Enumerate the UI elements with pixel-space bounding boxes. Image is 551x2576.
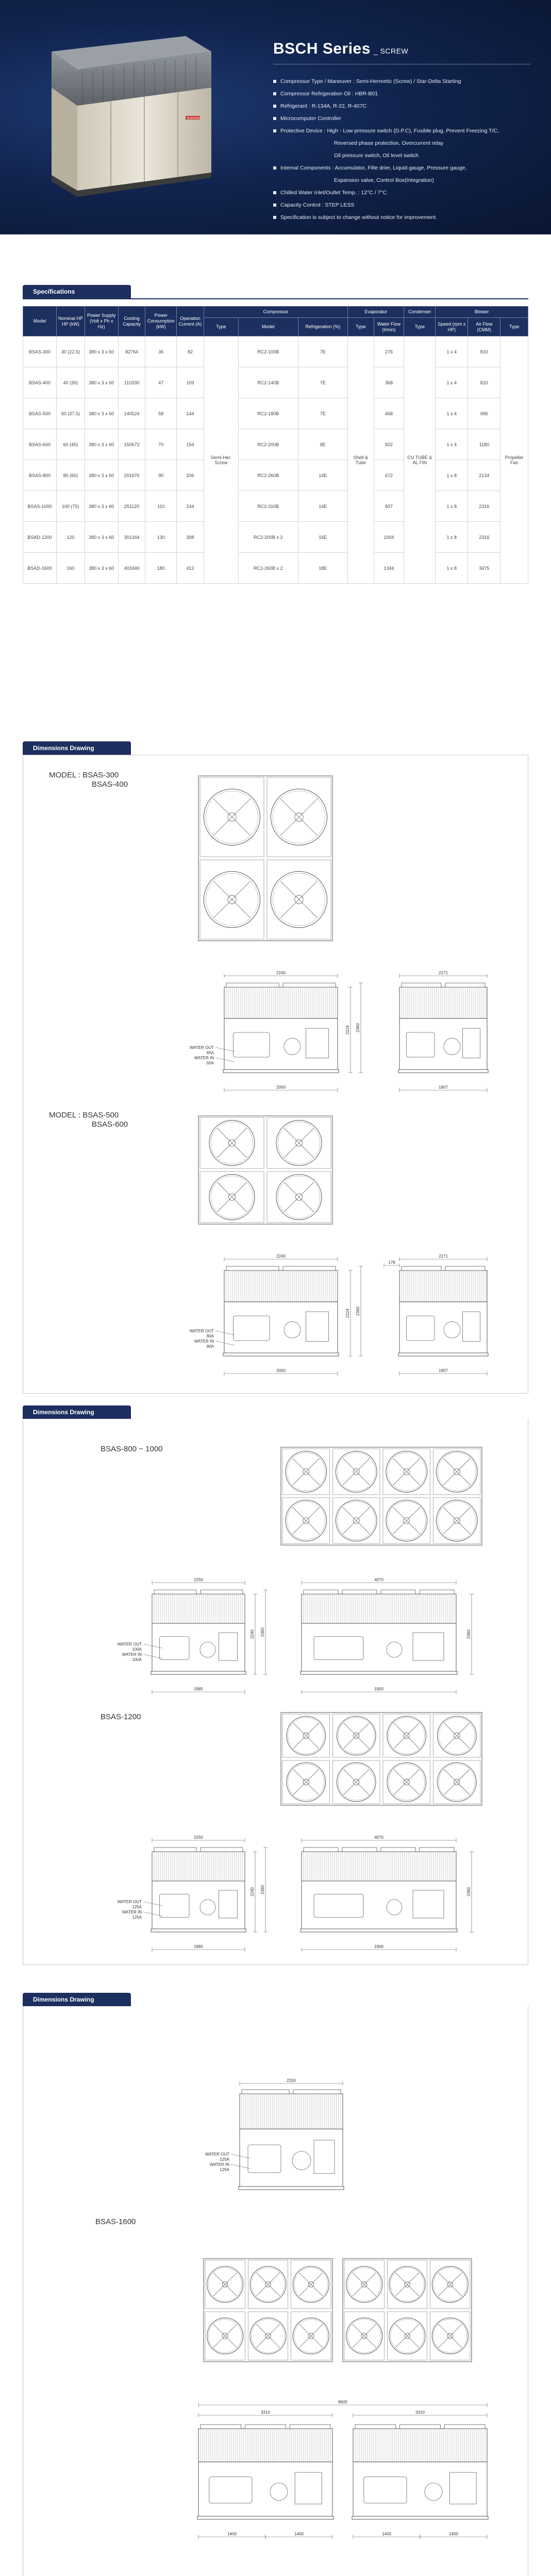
cell-comp-model: RC2-100B <box>239 336 298 367</box>
cell-current: 244 <box>177 491 204 522</box>
cell-comp-model: RC2-140B <box>239 367 298 398</box>
cell-refrig: 16E <box>298 522 348 553</box>
th-cond-type: Type <box>404 318 436 336</box>
coil-section <box>399 1270 487 1302</box>
coil-section <box>224 987 338 1019</box>
water-out-size: 100A <box>132 1647 142 1652</box>
water-out-size: 125A <box>220 2157 229 2162</box>
cell-refrig: 14E <box>298 491 348 522</box>
feature-item-cont: Reversed phase protection, Overcurrent relay <box>334 140 444 146</box>
cell-rpm: 1 x 4 <box>436 398 468 429</box>
table-row <box>23 553 528 584</box>
coil-section <box>399 987 487 1019</box>
model-label-800: BSAS-800 ~ 1000 <box>101 1445 163 1453</box>
dimension-label: 2224 <box>345 1309 350 1318</box>
cell-current: 109 <box>177 367 204 398</box>
cell-consumption: 58 <box>145 398 177 429</box>
cell-power: 380 x 3 x 60 <box>85 553 118 584</box>
cell-water-flow: 1004 <box>374 522 404 553</box>
cell-refrig: 7E <box>298 336 348 367</box>
cell-hp: 160 <box>57 553 85 584</box>
machine-section <box>152 1881 245 1929</box>
base-frame <box>352 2516 488 2519</box>
dimension-label: 2240 <box>250 1630 255 1639</box>
cell-air: 2316 <box>468 522 500 553</box>
fan-deck-outline <box>343 2259 472 2362</box>
model-label-600: BSAS-600 <box>92 1120 128 1129</box>
cell-air: 810 <box>468 336 500 367</box>
fan-deck-outline <box>281 1713 482 1805</box>
fan-guard <box>381 1590 415 1594</box>
top-view-drawing-1600 <box>198 2253 477 2377</box>
table-row <box>23 491 528 522</box>
fan-guard <box>304 1590 338 1594</box>
fan-guard <box>201 1848 243 1852</box>
feature-item: Refrigerant : R-134A, R-22, R-407C <box>273 100 531 112</box>
cell-current: 154 <box>177 429 204 460</box>
dimension-label: 2360 <box>356 1023 360 1032</box>
dimension-label: 4070 <box>374 1578 383 1582</box>
th-cooling: Cooling Capacity <box>118 307 145 336</box>
cell-model: BSAS-300 <box>23 336 57 367</box>
top-view-drawing-1200 <box>276 1707 487 1810</box>
base-frame <box>197 2516 333 2519</box>
page-title: BSCH Series _ SCREW <box>273 40 409 57</box>
fan-guard <box>290 2425 330 2429</box>
cell-comp-model: RC2-310B <box>239 491 298 522</box>
coil-section <box>302 1852 456 1881</box>
water-in-label: WATER IN <box>122 1652 142 1657</box>
feature-item: Compressor Type / Maneuver : Semi-Hermetic (Screw) / Star-Delta Starting <box>273 75 531 88</box>
cell-model: BSAS-600 <box>23 429 57 460</box>
th-current: Operation Current (A) <box>177 307 204 336</box>
water-out-label: WATER OUT <box>117 1900 142 1904</box>
fan-guard <box>444 2425 485 2429</box>
cell-power: 380 x 3 x 60 <box>85 429 118 460</box>
fan-guard <box>402 983 441 987</box>
dimension-label: 1400 <box>227 2532 237 2536</box>
cell-cond-type: CU TUBE & AL FIN <box>404 336 436 584</box>
cell-consumption: 47 <box>145 367 177 398</box>
cell-current: 144 <box>177 398 204 429</box>
dimension-label: 1907 <box>439 1368 448 1373</box>
chiller-unit-photo <box>31 21 227 211</box>
table-row <box>23 398 528 429</box>
table-row <box>23 460 528 491</box>
cell-air: 3475 <box>468 553 500 584</box>
cell-consumption: 70 <box>145 429 177 460</box>
cell-air: 1180 <box>468 429 500 460</box>
th-rpm: Speed (rpm x HP) <box>436 318 468 336</box>
machine-section <box>353 2462 487 2516</box>
cell-evap-type: Shell & Tube <box>348 336 374 584</box>
dimension-label: 178 <box>388 1260 395 1265</box>
feature-item: Specification is subject to change without notice for improvement. <box>273 211 531 224</box>
cell-blower-type: Propeller Fan <box>500 336 528 584</box>
dimension-label: 2224 <box>345 1025 350 1035</box>
fan-guard <box>201 1590 243 1594</box>
base-frame <box>151 1671 246 1674</box>
feature-item: Compressor Refrigeration Oil : HBR-B01 <box>273 88 531 100</box>
cell-rpm: 1 x 4 <box>436 429 468 460</box>
fan-guard <box>445 983 485 987</box>
fan-deck-outline <box>204 2259 332 2362</box>
water-in-label: WATER IN <box>122 1910 142 1914</box>
fan-guard <box>420 1848 454 1852</box>
machine-section <box>224 1302 338 1353</box>
fan-deck-outline <box>198 776 332 941</box>
cell-hp: 60 (45) <box>57 429 85 460</box>
machine-section <box>302 1623 456 1671</box>
cell-refrig: 7E <box>298 367 348 398</box>
cell-rpm: 1 x 8 <box>436 460 468 491</box>
machine-section <box>399 1302 487 1353</box>
fan-guard <box>283 983 336 987</box>
fan-guard <box>242 2090 289 2094</box>
fan-guard <box>154 1848 196 1852</box>
front-side-drawing-500 <box>157 1245 528 1389</box>
cell-model: BSAD-1600 <box>23 553 57 584</box>
fan-guard <box>420 1590 454 1594</box>
dimension-label: 1400 <box>449 2532 458 2536</box>
front-side-drawing-300 <box>157 961 528 1106</box>
cell-refrig: 8E <box>298 429 348 460</box>
fan-guard <box>381 1848 415 1852</box>
dimension-label: 2250 <box>287 2078 296 2083</box>
fan-guard <box>342 1848 377 1852</box>
base-frame <box>398 1353 488 1356</box>
dimension-label: 2271 <box>439 1254 448 1259</box>
feature-item: Protective Device : High - Low pressure switch (D.P.C), Fusible plug, Prevent Freezing T/C, <box>273 125 531 137</box>
cell-current: 412 <box>177 553 204 584</box>
table-row <box>23 429 528 460</box>
cell-comp-type: Semi-Her. Screw <box>204 336 238 584</box>
fan-guard <box>283 1266 336 1270</box>
th-comp-model: Model <box>239 318 298 336</box>
dimension-label: 2250 <box>194 1578 203 1582</box>
th-hp: Nominal HP HP (kW) <box>57 307 85 336</box>
fan-guard <box>402 1266 441 1270</box>
cell-model: BSAS-500 <box>23 398 57 429</box>
machine-section <box>224 1019 338 1070</box>
base-frame <box>300 1671 457 1674</box>
fan-deck-outline <box>198 1116 332 1224</box>
base-frame <box>300 1929 457 1932</box>
machine-section <box>198 2462 332 2516</box>
cell-hp: 100 (75) <box>57 491 85 522</box>
base-frame <box>223 1070 339 1073</box>
dimension-label: 2240 <box>250 1887 255 1896</box>
cell-water-flow: 468 <box>374 398 404 429</box>
cell-refrig: 7E <box>298 398 348 429</box>
cell-water-flow: 672 <box>374 460 404 491</box>
table-row <box>23 367 528 398</box>
water-in-size: 125A <box>132 1915 142 1920</box>
th-refrig: Refrigeration (%) <box>298 318 348 336</box>
top-view-drawing-300 <box>193 771 338 946</box>
fan-deck-outline <box>281 1447 482 1545</box>
feature-item-cont: Expansion valve, Control Box(Integration) <box>334 177 434 183</box>
top-view-drawing-500 <box>193 1111 338 1229</box>
water-out-label: WATER OUT <box>189 1045 214 1050</box>
cell-rpm: 1 x 8 <box>436 522 468 553</box>
water-out-label: WATER OUT <box>117 1642 142 1647</box>
cell-air: 995 <box>468 398 500 429</box>
product-page: BUMYANG BSCH Series _ SCREW Compressor Type / Maneuver : Semi-Hermetic (Screw) / Star-Delta Starting Compressor Refrigeration Oil : HBR-B01 Refrigerant : R-134A, R-22, R-407C Microcomputer Controller Protective Device : High - Low pressure switch (D.P.C), Fusible plug, Prevent Freezing T/C, Reversed phase protection, Overcurrent relay Oil pressure switch, Oil level switch Internal Components : Accumulator, Filte drier, Liquid gauge, Pressure gauge, Expansion valve, Control Box(Integration) Chilled Water Inlet/Outlet Temp. : 12°C / 7°C Capacity Control : STEP LESS Specification is subject to change without notice for improvement. Specifications Model Nominal HP HP (kW) Power Supply (Volt x Ph x Hz) Cooling Capacity Power Consumption (kW) Operation Current (A) Compressor Evaporator Condenser Blower Type Model Refrigeration (%) Type Water Flow (ℓ/min) Type Speed (rpm x HP) Air Flow (CMM) Type BSAS-300 30 (22.5) 380 x 3 x 60 82764 36 82 Semi-Her. Screw RC2-100B 7E Shell & Tube 276 CU TUBE & AL FIN 1 x 4 810 Propeller Fan BSAS-400 40 (30) 380 x 3 x 60 110330 47 109 RC2-140B 7E 368 1 x 4 810 BSAS-500 50 (37.5) 380 x 3 x 60 140524 58 144 RC2-180B 7E 468 1 x 4 995 BSAS-600 60 (45) 380 x 3 x 60 150672 70 154 RC2-200B 8E 502 1 x 4 1180 BSAS-800 80 (60) 380 x 3 x 60 201670 90 206 RC2-260B 14E 672 1 x 8 2134 BSAS-1000 100 (75) 380 x 3 x 60 251120 110 244 RC2-310B 14E 837 1 x 8 2316 BSAD-1200 120 380 x 3 x 60 301344 130 308 RC2-200B x 2 16E 1004 1 x 8 2316 BSAD-1600 160 380 x 3 x 60 403340 180 412 RC2-260B x 2 18E 1344 1 x 8 3475 Dimensions Drawing MODEL : BSAS-300 BSAS-400 2240 2000 2224 2360 WATER OUT 65A WATER IN 65A 2271 1907 MODEL : BSAS-500 BSAS-600 2240 2000 2224 2360 WATER OUT 80A WATER IN 80A 2271 1907 178 Dimensions Drawing BSAS-800 ~ 1000 2250 2240 2360 WATER OUT 100A WATER IN 100A 4070 1985 1900 2360 BSAS-1200 2250 2240 2360 WATER OUT 125A WATER IN 125A 4070 1985 1900 2360 Dimensions Drawing BSAS-1600 2250 WATER OUT 125A WATER IN 125A 8600 3310 3310 1400 1400 1400 1400 <box>0 0 551 2576</box>
dimension-label: 2360 <box>356 1307 360 1316</box>
cell-rpm: 1 x 4 <box>436 367 468 398</box>
th-consumption: Power Consumption (kW) <box>145 307 177 336</box>
water-in-size: 80A <box>206 1344 214 1349</box>
model-label-300: MODEL : BSAS-300 <box>49 771 119 779</box>
dimension-label: 1985 <box>194 1944 203 1949</box>
feature-item: Internal Components : Accumulator, Filte drier, Liquid gauge, Pressure gauge, <box>273 162 531 174</box>
cell-consumption: 110 <box>145 491 177 522</box>
cell-consumption: 36 <box>145 336 177 367</box>
cell-power: 380 x 3 x 60 <box>85 398 118 429</box>
hero-banner <box>0 0 551 234</box>
coil-section <box>152 1852 245 1881</box>
cell-rpm: 1 x 4 <box>436 336 468 367</box>
cell-water-flow: 276 <box>374 336 404 367</box>
dimension-label: 2360 <box>466 1630 471 1639</box>
dimension-label: 3310 <box>261 2410 270 2415</box>
water-out-label: WATER OUT <box>189 1329 214 1333</box>
th-power-supply: Power Supply (Volt x Ph x Hz) <box>85 307 118 336</box>
cell-capacity: 110330 <box>118 367 145 398</box>
machine-section <box>399 1019 487 1070</box>
side-drawing-1600 <box>178 2398 508 2552</box>
dimension-label: 1400 <box>382 2532 391 2536</box>
fan-guard <box>355 2425 396 2429</box>
fan-guard <box>226 1266 279 1270</box>
front-side-drawing-800 <box>75 1568 487 1702</box>
cell-power: 380 x 3 x 60 <box>85 367 118 398</box>
coil-section <box>353 2429 487 2462</box>
cell-model: BSAS-400 <box>23 367 57 398</box>
cell-refrig: 18E <box>298 553 348 584</box>
base-frame <box>239 2187 344 2190</box>
water-in-size: 100A <box>132 1657 142 1662</box>
dimension-label: 2000 <box>276 1085 286 1090</box>
model-label-1600: BSAS-1600 <box>95 2217 136 2226</box>
cell-current: 82 <box>177 336 204 367</box>
cell-comp-model: RC2-180B <box>239 398 298 429</box>
cell-hp: 120 <box>57 522 85 553</box>
cell-consumption: 180 <box>145 553 177 584</box>
cell-air: 2134 <box>468 460 500 491</box>
machine-section <box>152 1623 245 1671</box>
machine-section <box>240 2129 343 2187</box>
water-in-size: 125A <box>220 2167 229 2172</box>
th-comp-type: Type <box>204 318 238 336</box>
cell-water-flow: 368 <box>374 367 404 398</box>
cell-model: BSAS-800 <box>23 460 57 491</box>
coil-section <box>302 1594 456 1623</box>
feature-item: Chilled Water Inlet/Outlet Temp. : 12°C / 7°C <box>273 187 531 199</box>
cell-power: 380 x 3 x 60 <box>85 336 118 367</box>
cell-model: BSAD-1200 <box>23 522 57 553</box>
dimension-label: 2240 <box>276 1254 286 1259</box>
dimension-label: 1900 <box>374 1687 383 1691</box>
dimension-label: 1985 <box>194 1687 203 1691</box>
model-label-400: BSAS-400 <box>92 780 128 789</box>
cell-water-flow: 502 <box>374 429 404 460</box>
coil-section <box>152 1594 245 1623</box>
cell-water-flow: 1344 <box>374 553 404 584</box>
th-evap-type: Type <box>348 318 374 336</box>
base-frame <box>398 1070 488 1073</box>
section-rule <box>23 298 528 299</box>
cell-current: 308 <box>177 522 204 553</box>
water-out-label: WATER OUT <box>205 2152 229 2157</box>
cell-consumption: 90 <box>145 460 177 491</box>
th-model: Model <box>23 307 57 336</box>
fan-guard <box>304 1848 338 1852</box>
water-in-size: 65A <box>206 1061 214 1065</box>
cell-rpm: 1 x 8 <box>436 491 468 522</box>
water-in-label: WATER IN <box>209 2162 229 2167</box>
cell-power: 380 x 3 x 60 <box>85 522 118 553</box>
top-view-drawing-800 <box>276 1442 487 1550</box>
fan-guard <box>245 2425 286 2429</box>
coil-section <box>224 1270 338 1302</box>
fan-guard <box>293 2090 341 2094</box>
table-row <box>23 522 528 553</box>
cell-comp-model: RC2-200B x 2 <box>239 522 298 553</box>
fan-guard <box>154 1590 196 1594</box>
fan-guard <box>400 2425 441 2429</box>
water-in-label: WATER IN <box>194 1339 214 1344</box>
feature-item-cont: Oil pressure switch, Oil level switch <box>334 152 419 159</box>
cell-power: 380 x 3 x 60 <box>85 460 118 491</box>
cell-air: 2316 <box>468 491 500 522</box>
cell-power: 380 x 3 x 60 <box>85 491 118 522</box>
cell-capacity: 251120 <box>118 491 145 522</box>
water-out-size: 65A <box>206 1050 214 1055</box>
water-out-size: 80A <box>206 1334 214 1338</box>
cell-current: 206 <box>177 460 204 491</box>
coil-section <box>198 2429 332 2462</box>
dimension-label: 3310 <box>415 2410 425 2415</box>
th-compressor: Compressor <box>204 307 347 318</box>
cell-capacity: 82764 <box>118 336 145 367</box>
fan-guard <box>342 1590 377 1594</box>
front-drawing-1600 <box>178 2073 363 2217</box>
cell-consumption: 130 <box>145 522 177 553</box>
dimensions-panel-1 <box>23 755 528 1394</box>
dimension-label: 2240 <box>276 971 286 975</box>
water-out-size: 125A <box>132 1905 142 1909</box>
dimension-label: 2271 <box>439 971 448 975</box>
cell-comp-model: RC2-200B <box>239 429 298 460</box>
dimension-label: 1900 <box>374 1944 383 1949</box>
th-air-flow: Air Flow (CMM) <box>468 318 500 336</box>
dimension-label: 2000 <box>276 1368 286 1373</box>
cell-capacity: 150672 <box>118 429 145 460</box>
cell-water-flow: 837 <box>374 491 404 522</box>
cell-air: 810 <box>468 367 500 398</box>
dimension-label: 1400 <box>294 2532 304 2536</box>
base-frame <box>223 1353 339 1356</box>
fan-guard <box>201 2425 241 2429</box>
model-label-500: MODEL : BSAS-500 <box>49 1111 119 1120</box>
dimension-label: 2360 <box>466 1887 471 1896</box>
cell-hp: 50 (37.5) <box>57 398 85 429</box>
svg-text:BUMYANG: BUMYANG <box>187 117 200 120</box>
dimensions-panel-3 <box>23 2006 528 2576</box>
cell-capacity: 140524 <box>118 398 145 429</box>
cell-capacity: 403340 <box>118 553 145 584</box>
dimension-label: 1907 <box>439 1085 448 1090</box>
fan-guard <box>226 983 279 987</box>
dimension-label: 2250 <box>194 1835 203 1840</box>
dimension-label: 8600 <box>338 2400 347 2404</box>
cell-rpm: 1 x 8 <box>436 553 468 584</box>
th-evaporator: Evaporator <box>348 307 404 318</box>
cell-capacity: 301344 <box>118 522 145 553</box>
cell-capacity: 201670 <box>118 460 145 491</box>
dimensions-panel-2 <box>23 1419 528 1965</box>
dimension-label: 2360 <box>260 1885 265 1894</box>
cell-model: BSAS-1000 <box>23 491 57 522</box>
cell-hp: 80 (60) <box>57 460 85 491</box>
feature-list <box>273 75 531 224</box>
th-condenser: Condenser <box>404 307 436 318</box>
front-side-drawing-1200 <box>75 1826 487 1960</box>
cell-refrig: 14E <box>298 460 348 491</box>
dimension-label: 2360 <box>260 1628 265 1637</box>
specifications-table <box>23 306 528 584</box>
fan-guard <box>445 1266 485 1270</box>
model-label-1200: BSAS-1200 <box>101 1713 141 1721</box>
water-in-label: WATER IN <box>194 1056 214 1060</box>
th-blower: Blower <box>436 307 528 318</box>
base-frame <box>151 1929 246 1932</box>
machine-section <box>302 1881 456 1929</box>
th-blower-type: Type <box>500 318 528 336</box>
table-row <box>23 336 528 367</box>
th-water-flow: Water Flow (ℓ/min) <box>374 318 404 336</box>
feature-item: Capacity Control : STEP LESS <box>273 199 531 211</box>
dimension-label: 4070 <box>374 1835 383 1840</box>
cell-hp: 30 (22.5) <box>57 336 85 367</box>
feature-item: Microcomputer Controller <box>273 112 531 125</box>
cell-comp-model: RC2-260B x 2 <box>239 553 298 584</box>
cell-comp-model: RC2-260B <box>239 460 298 491</box>
cell-hp: 40 (30) <box>57 367 85 398</box>
